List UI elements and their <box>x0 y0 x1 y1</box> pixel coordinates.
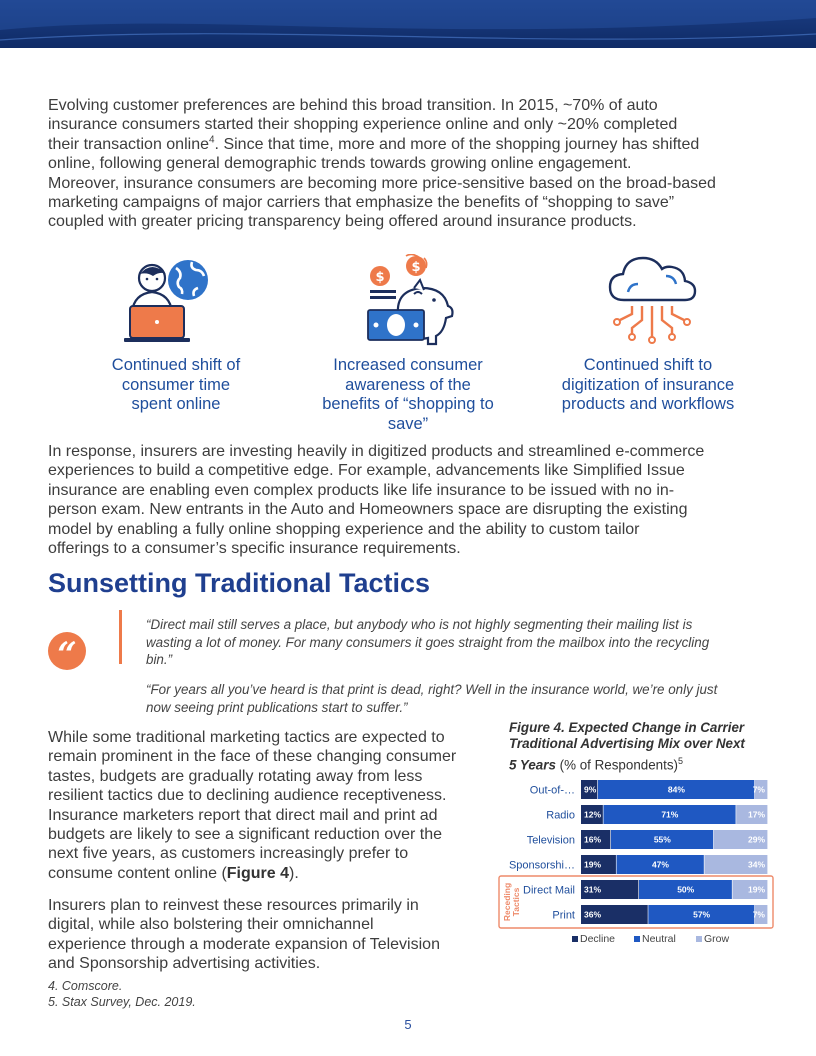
category-label: Direct Mail <box>523 884 575 897</box>
data-label: 34% <box>747 859 765 870</box>
section-title: Sunsetting Traditional Tactics <box>48 568 431 598</box>
data-label: 57% <box>693 909 711 920</box>
icon-caption-digitization: Continued shift to digitization of insurance products and workflows <box>561 356 735 413</box>
response-line: In response, insurers are investing heavily in digitized products and streamlined e-commerce <box>48 443 705 460</box>
category-label: Radio <box>546 809 575 822</box>
intro-line: online, following general demographic trends towards growing online engagement. <box>48 155 632 173</box>
response-line: model by enabling a fully online shopping experience and the ability to custom tailor <box>48 520 640 538</box>
quote-divider <box>119 610 122 664</box>
intro-line: Evolving customer preferences are behind this broad transition. In 2015, ~70% of auto <box>48 97 658 114</box>
banner-wave-decoration <box>0 0 816 48</box>
intro-line: Moreover, insurance consumers are becoming more price-sensitive based on the broad-based <box>48 174 716 192</box>
intro-paragraph <box>48 96 770 232</box>
data-label: 47% <box>651 859 669 870</box>
legend-label: Grow <box>704 933 730 945</box>
intro-line: insurance consumers started their shopping experience online and only ~20% completed <box>48 116 678 134</box>
data-label: 31% <box>584 884 602 895</box>
highlight-label-line: Receding <box>502 882 512 922</box>
response-line: offerings to a consumer’s specific insurance requirements. <box>48 540 461 558</box>
data-label: 7% <box>752 909 765 920</box>
figure-reference: Figure 4 <box>226 864 290 882</box>
body-paragraph-traditional-tactics: While some traditional marketing tactics are expected to remain prominent in the face of these changing consumer tastes, budgets are gradually rotating away from less resilient tactics due to declining audience receptiveness. Insurance marketers report that direct mail and print ad budgets are likely to see a significant reduction over the next five years, as customers increasingly prefer to consume content online (Figure 4). <box>48 729 457 882</box>
data-label: 29% <box>747 834 765 845</box>
stacked-bar-chart <box>496 776 780 956</box>
quote-mark-icon: “ <box>48 632 86 670</box>
category-label: Print <box>552 909 575 922</box>
intro-line: marketing campaigns of major carriers that emphasize the benefits of “shopping to save” <box>48 194 675 212</box>
top-banner <box>0 0 816 48</box>
data-label: 7% <box>752 784 765 795</box>
person-laptop-globe-icon <box>118 254 214 351</box>
footnote-ref: 4 <box>208 134 215 146</box>
piggy-bank-money-icon <box>360 254 456 351</box>
category-label: Television <box>526 834 575 847</box>
response-paragraph <box>48 442 770 558</box>
data-label: 84% <box>667 784 685 795</box>
intro-line: their transaction online$^4$. Since that time, more and more of the shopping journey has shifted <box>48 134 700 153</box>
page-number: 5 <box>404 1017 412 1032</box>
legend-label: Neutral <box>642 933 676 945</box>
data-label: 71% <box>661 809 679 820</box>
data-label: 16% <box>584 834 602 845</box>
footnote-5: 5. Stax Survey, Dec. 2019. <box>48 995 196 1009</box>
data-label: 19% <box>747 884 765 895</box>
data-label: 36% <box>584 909 602 920</box>
footnote-4: 4. Comscore. <box>48 979 123 993</box>
icon-caption-online-time: Continued shift of consumer time spent online <box>111 356 241 413</box>
icon-caption-shopping-to-save: Increased consumer awareness of the benefits of “shopping to save” <box>322 356 494 433</box>
legend-swatch <box>572 936 578 942</box>
svg-text:$: $ <box>411 260 421 275</box>
data-label: 17% <box>747 809 765 820</box>
body-paragraph-reinvest: Insurers plan to reinvest these resources primarily in digital, while also bolstering their omnichannel experience through a moderate expansion of Television and Sponsorship advertising activities. <box>48 897 440 973</box>
data-label: 9% <box>584 784 597 795</box>
quote-print: “For years all you’ve heard is that print is dead, right? Well in the insurance world, we’re only just now seeing print publications start to suffer.” <box>146 682 718 715</box>
chart-legend <box>572 933 730 945</box>
legend-swatch <box>696 936 702 942</box>
response-line: experiences to build a competitive edge. For example, advancements like Simplified Issue <box>48 462 685 480</box>
cloud-network-icon <box>604 254 700 351</box>
figure-title: Figure 4. Expected Change in Carrier Traditional Advertising Mix over Next 5 Years (% of Respondents)$^5$ <box>509 720 745 773</box>
category-label: Out-of-… <box>529 784 575 797</box>
data-label: 19% <box>584 859 602 870</box>
highlight-label-line: Tactics <box>511 887 521 917</box>
response-line: person exam. New entrants in the Auto and Homeowners space are disrupting the existing <box>48 501 688 519</box>
data-label: 55% <box>653 834 671 845</box>
quote-direct-mail: “Direct mail still serves a place, but anybody who is not highly segmenting their mailing list is wasting a lot of money. For many consumers it goes straight from the mailbox into the recycling bin.” <box>146 617 710 667</box>
svg-text:$: $ <box>375 270 385 285</box>
category-label: Sponsorshi… <box>508 859 575 872</box>
intro-line: coupled with greater pricing transparency being offered around insurance products. <box>48 213 637 231</box>
legend-label: Decline <box>580 933 616 945</box>
response-line: insurance are enabling even complex products like life insurance to be issued with no in- <box>48 481 675 499</box>
data-label: 50% <box>677 884 695 895</box>
receding-tactics-label <box>502 883 521 921</box>
legend-swatch <box>634 936 640 942</box>
data-label: 12% <box>584 809 602 820</box>
